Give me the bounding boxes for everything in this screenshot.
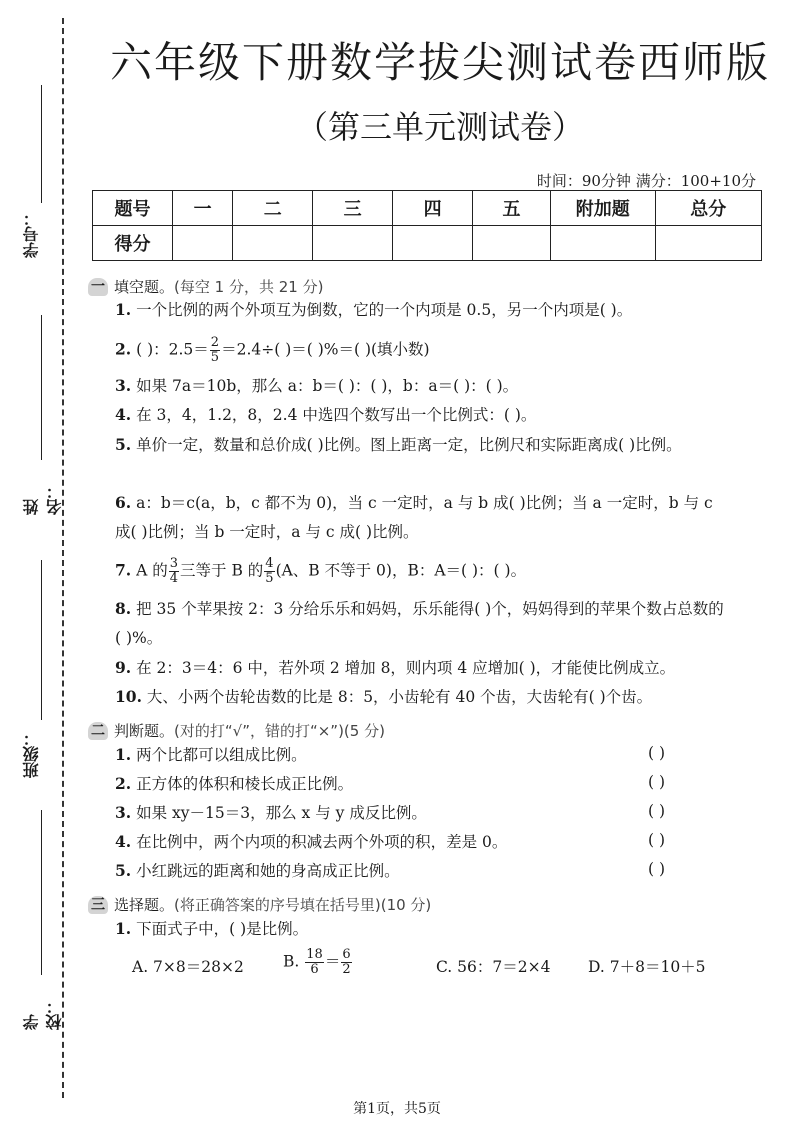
- fraction-denominator: 5: [265, 571, 274, 586]
- question-4: [115, 404, 536, 426]
- question-number: 10.: [115, 687, 142, 706]
- section-note: (将正确答案的序号填在括号里)(10 分): [174, 896, 432, 914]
- section-number-badge: 二: [88, 722, 108, 740]
- score-cell[interactable]: [233, 226, 313, 261]
- question-number: 6.: [115, 493, 132, 512]
- fraction-numerator: 3: [169, 556, 179, 571]
- student-id-line: [41, 85, 42, 203]
- fraction: [210, 336, 220, 365]
- score-cell[interactable]: [172, 226, 232, 261]
- tf-question-2: [115, 773, 353, 795]
- question-text: (A、B 不等于 0)，B：A＝( )：( )。: [275, 561, 527, 580]
- question-text: A 的: [136, 561, 168, 580]
- fraction-numerator: 6: [342, 947, 351, 962]
- question-number: 3.: [115, 376, 132, 395]
- score-table-header-row: [93, 191, 762, 226]
- fraction-denominator: 2: [342, 962, 351, 977]
- fraction: [305, 948, 324, 977]
- section-title: 选择题。: [114, 896, 175, 914]
- section-number-badge: 三: [88, 896, 108, 914]
- section-fill-blank-header: [88, 276, 323, 297]
- question-number: 1.: [115, 919, 132, 938]
- score-header-cell: 四: [393, 191, 473, 226]
- score-header-cell: 总分: [655, 191, 762, 226]
- question-text: 单价一定，数量和总价成( )比例。图上距离一定，比例尺和实际距离成( )比例。: [136, 436, 682, 454]
- score-cell[interactable]: [473, 226, 551, 261]
- fraction-numerator: 4: [265, 556, 274, 571]
- question-8: [115, 594, 725, 653]
- fraction-denominator: 5: [210, 350, 220, 365]
- question-text: 如果 xy－15＝3，那么 x 与 y 成反比例。: [136, 804, 427, 822]
- question-text: 在 2：3＝4：6 中，若外项 2 增加 8，则内项 4 应增加( )，才能使比例成立。: [136, 659, 676, 677]
- answer-blank[interactable]: ( ): [648, 860, 666, 878]
- score-header-cell: 题号: [93, 191, 173, 226]
- question-number: 5.: [115, 435, 132, 454]
- student-id-label: 学号：: [22, 210, 41, 258]
- question-text: 在 3，4，1.2，8，2.4 中选四个数写出一个比例式：( )。: [136, 406, 537, 424]
- score-header-cell: 五: [473, 191, 551, 226]
- page-subtitle: （第三单元测试卷）: [295, 108, 584, 146]
- choice-b-label: B.: [283, 952, 300, 971]
- score-cell[interactable]: [551, 226, 656, 261]
- student-name-line: [41, 315, 42, 460]
- fraction-numerator: 2: [210, 335, 220, 350]
- question-number: 2.: [115, 339, 132, 359]
- answer-blank[interactable]: ( ): [648, 831, 666, 849]
- student-id-field[interactable]: [20, 85, 44, 265]
- score-table-score-row: [93, 226, 762, 261]
- question-text: 两个比都可以组成比例。: [136, 746, 307, 764]
- choice-c[interactable]: C. 56：7＝2×4: [436, 958, 551, 976]
- section-title: 判断题。: [114, 722, 175, 740]
- mc-question-1: [115, 918, 308, 940]
- school-field[interactable]: [20, 810, 64, 1030]
- section-note: (每空 1 分，共 21 分): [174, 278, 324, 296]
- question-number: 1.: [115, 300, 132, 319]
- class-line: [41, 560, 42, 720]
- question-text: 下面式子中，( )是比例。: [136, 920, 309, 938]
- question-text: 如果 7a＝10b，那么 a：b＝( )：( )，b：a＝( )：( )。: [136, 377, 519, 395]
- question-text: ＝2.4÷( )＝( )%＝( )(填小数): [221, 340, 430, 359]
- class-field[interactable]: [20, 560, 44, 780]
- school-label: 学校：: [22, 998, 64, 1030]
- section-multiple-choice-header: [88, 894, 431, 915]
- tf-question-1: [115, 744, 307, 766]
- question-text: a：b＝c(a，b，c 都不为 0)，当 c 一定时，a 与 b 成( )比例；当 a 一定时，b 与 c 成( )比例；当 b 一定时，a 与 c 成( )比例。: [115, 494, 713, 541]
- answer-blank[interactable]: ( ): [648, 744, 666, 762]
- section-number-badge: 一: [88, 278, 108, 296]
- exam-meta: 时间：90分钟 满分：100+10分: [536, 172, 756, 190]
- question-text: 在比例中，两个内项的积减去两个外项的积，差是 0。: [136, 833, 508, 851]
- question-number: 5.: [115, 861, 132, 880]
- question-10: [115, 686, 652, 708]
- score-cell[interactable]: [655, 226, 762, 261]
- score-table: [92, 190, 762, 261]
- fraction: [169, 557, 179, 586]
- page-title: 六年级下册数学拔尖测试卷西师版: [109, 38, 770, 87]
- student-name-field[interactable]: [20, 315, 64, 515]
- answer-blank[interactable]: ( ): [648, 773, 666, 791]
- question-3: [115, 375, 518, 397]
- question-number: 2.: [115, 774, 132, 793]
- question-text: 正方体的体积和棱长成正比例。: [136, 775, 354, 793]
- choice-a[interactable]: A. 7×8＝28×2: [132, 958, 244, 976]
- equals-sign: ＝: [324, 952, 341, 971]
- student-name-label: 姓名：: [22, 483, 64, 515]
- score-cell[interactable]: [393, 226, 473, 261]
- question-2: [115, 336, 430, 365]
- section-true-false-header: [88, 720, 385, 741]
- question-number: 8.: [115, 599, 132, 618]
- question-text: 三等于 B 的: [180, 561, 264, 580]
- tf-question-4: [115, 831, 507, 853]
- section-title: 填空题。: [114, 278, 175, 296]
- school-line: [41, 810, 42, 975]
- score-cell[interactable]: [313, 226, 393, 261]
- score-row-label: 得分: [93, 226, 173, 261]
- question-9: [115, 657, 675, 679]
- fraction-denominator: 4: [169, 571, 179, 586]
- score-header-cell: 一: [172, 191, 232, 226]
- tf-question-5: [115, 860, 400, 882]
- tf-question-3: [115, 802, 427, 824]
- choice-d[interactable]: D. 7＋8＝10＋5: [588, 958, 706, 976]
- section-note: (对的打“√”，错的打“×”)(5 分): [174, 722, 385, 740]
- question-number: 4.: [115, 832, 132, 851]
- fraction: [264, 557, 274, 586]
- fraction-numerator: 18: [306, 947, 323, 962]
- class-label: 班级：: [22, 730, 41, 778]
- choice-b[interactable]: [283, 948, 353, 977]
- score-header-cell: 三: [313, 191, 393, 226]
- question-5: [115, 430, 725, 460]
- question-text: 把 35 个苹果按 2：3 分给乐乐和妈妈，乐乐能得( )个，妈妈得到的苹果个数占总数的( )%。: [115, 600, 724, 647]
- binding-dash-line: [62, 18, 64, 1098]
- fraction-denominator: 6: [310, 962, 319, 977]
- question-text: ( )：2.5＝: [136, 340, 209, 359]
- question-text: 小红跳远的距离和她的身高成正比例。: [136, 862, 400, 880]
- question-number: 4.: [115, 405, 132, 424]
- score-header-cell: 附加题: [551, 191, 656, 226]
- score-header-cell: 二: [233, 191, 313, 226]
- question-number: 3.: [115, 803, 132, 822]
- question-6: [115, 488, 725, 547]
- question-number: 9.: [115, 658, 132, 677]
- question-text: 一个比例的两个外项互为倒数，它的一个内项是 0.5，另一个内项是( )。: [136, 301, 633, 319]
- fraction: [341, 948, 351, 977]
- question-number: 7.: [115, 560, 132, 580]
- question-1: [115, 299, 632, 321]
- answer-blank[interactable]: ( ): [648, 802, 666, 820]
- page-footer: 第1页，共5页: [353, 1101, 441, 1117]
- question-text: 大、小两个齿轮齿数的比是 8：5，小齿轮有 40 个齿，大齿轮有( )个齿。: [146, 688, 653, 706]
- question-7: [115, 557, 526, 586]
- question-number: 1.: [115, 745, 132, 764]
